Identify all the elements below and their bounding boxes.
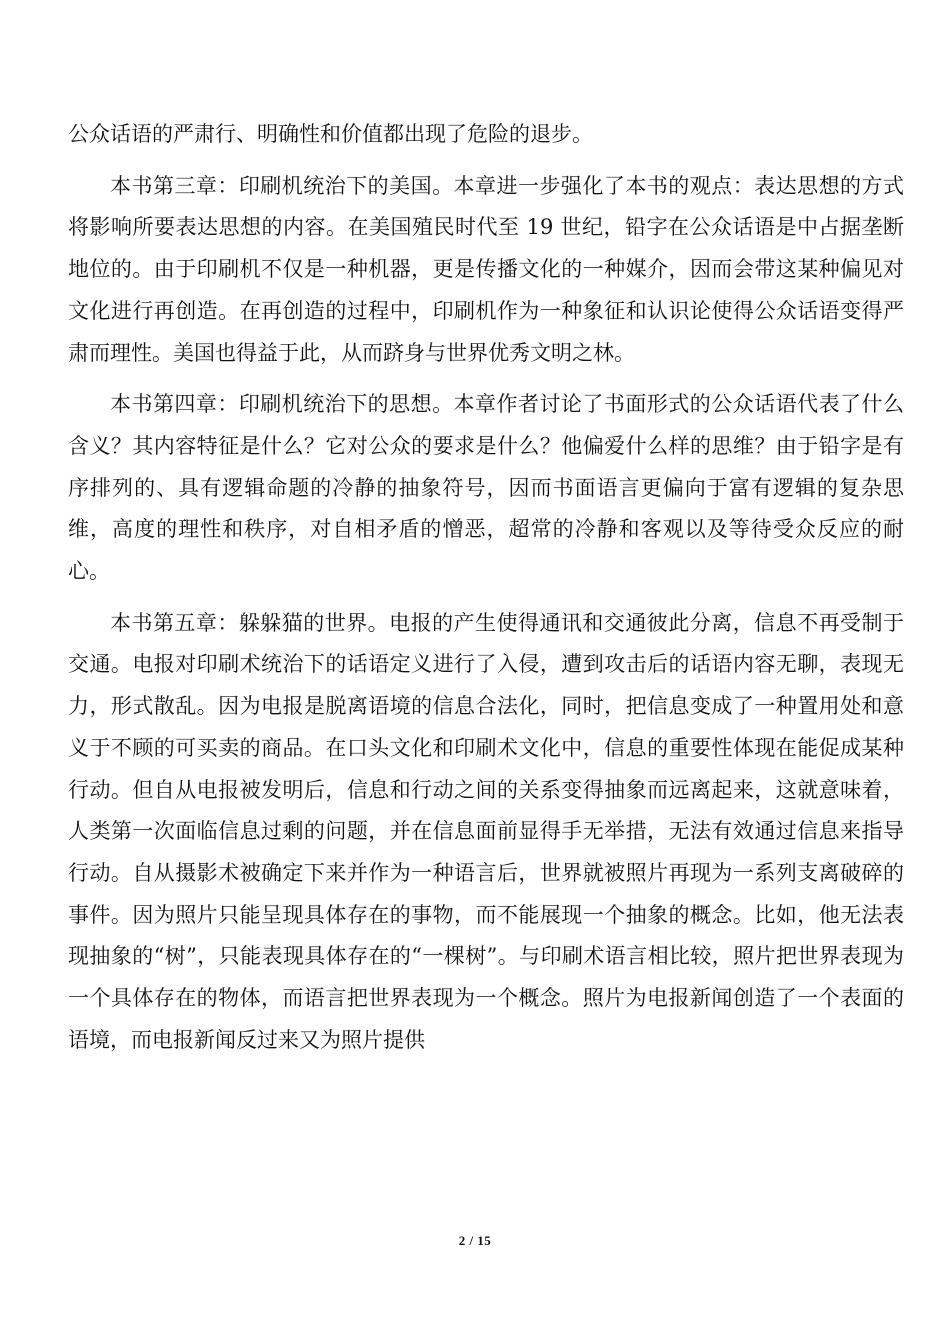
- paragraph-chapter-three: 本书第三章：印刷机统治下的美国。本章进一步强化了本书的观点：表达思想的方式将影响所要表达思想的内容。在美国殖民时代至 19 世纪，铅字在公众话语是中占据垄断地位的。由于印刷机不仅是一种机器，更是传播文化的一种媒介，因而会带这某种偏见对文化进行再创造。在再创造的过程中，印刷机作为一种象征和认识论使得公众话语变得严肃而理性。美国也得益于此，从而跻身与世界优秀文明之林。: [68, 173, 904, 365]
- paragraph-chapter-five: 本书第五章：躲躲猫的世界。电报的产生使得通讯和交通彼此分离，信息不再受制于交通。电报对印刷术统治下的话语定义进行了入侵，遭到攻击后的话语内容无聊，表现无力，形式散乱。因为电报是脱离语境的信息合法化，同时，把信息变成了一种置用处和意义于不顾的可买卖的商品。在口头文化和印刷术文化中，信息的重要性体现在能促成某种行动。但自从电报被发明后，信息和行动之间的关系变得抽象而远离起来，这就意味着，人类第一次面临信息过剩的问题，并在信息面前显得手无举措，无法有效通过信息来指导行动。自从摄影术被确定下来并作为一种语言后，世界就被照片再现为一系列支离破碎的事件。因为照片只能呈现具体存在的事物，而不能展现一个抽象的概念。比如，他无法表现抽象的“树”，只能表现具体存在的“一棵树”。与印刷术语言相比较，照片把世界表现为一个具体存在的物体，而语言把世界表现为一个概念。照片为电报新闻创造了一个表面的语境，而电报新闻反过来又为照片提供: [68, 610, 904, 1052]
- paragraph-chapter-four: 本书第四章：印刷机统治下的思想。本章作者讨论了书面形式的公众话语代表了什么含义？其内容特征是什么？它对公众的要求是什么？他偏爱什么样的思维？由于铅字是有序排列的、具有逻辑命题的冷静的抽象符号，因而书面语言更偏向于富有逻辑的复杂思维，高度的理性和秩序，对自相矛盾的憎恶，超常的冷静和客观以及等待受众反应的耐心。: [68, 392, 904, 584]
- page-number: 2 / 15: [458, 1233, 492, 1248]
- body-text: [68, 114, 904, 1071]
- paragraph-continuation: 公众话语的严肃行、明确性和价值都出现了危险的退步。: [68, 122, 593, 146]
